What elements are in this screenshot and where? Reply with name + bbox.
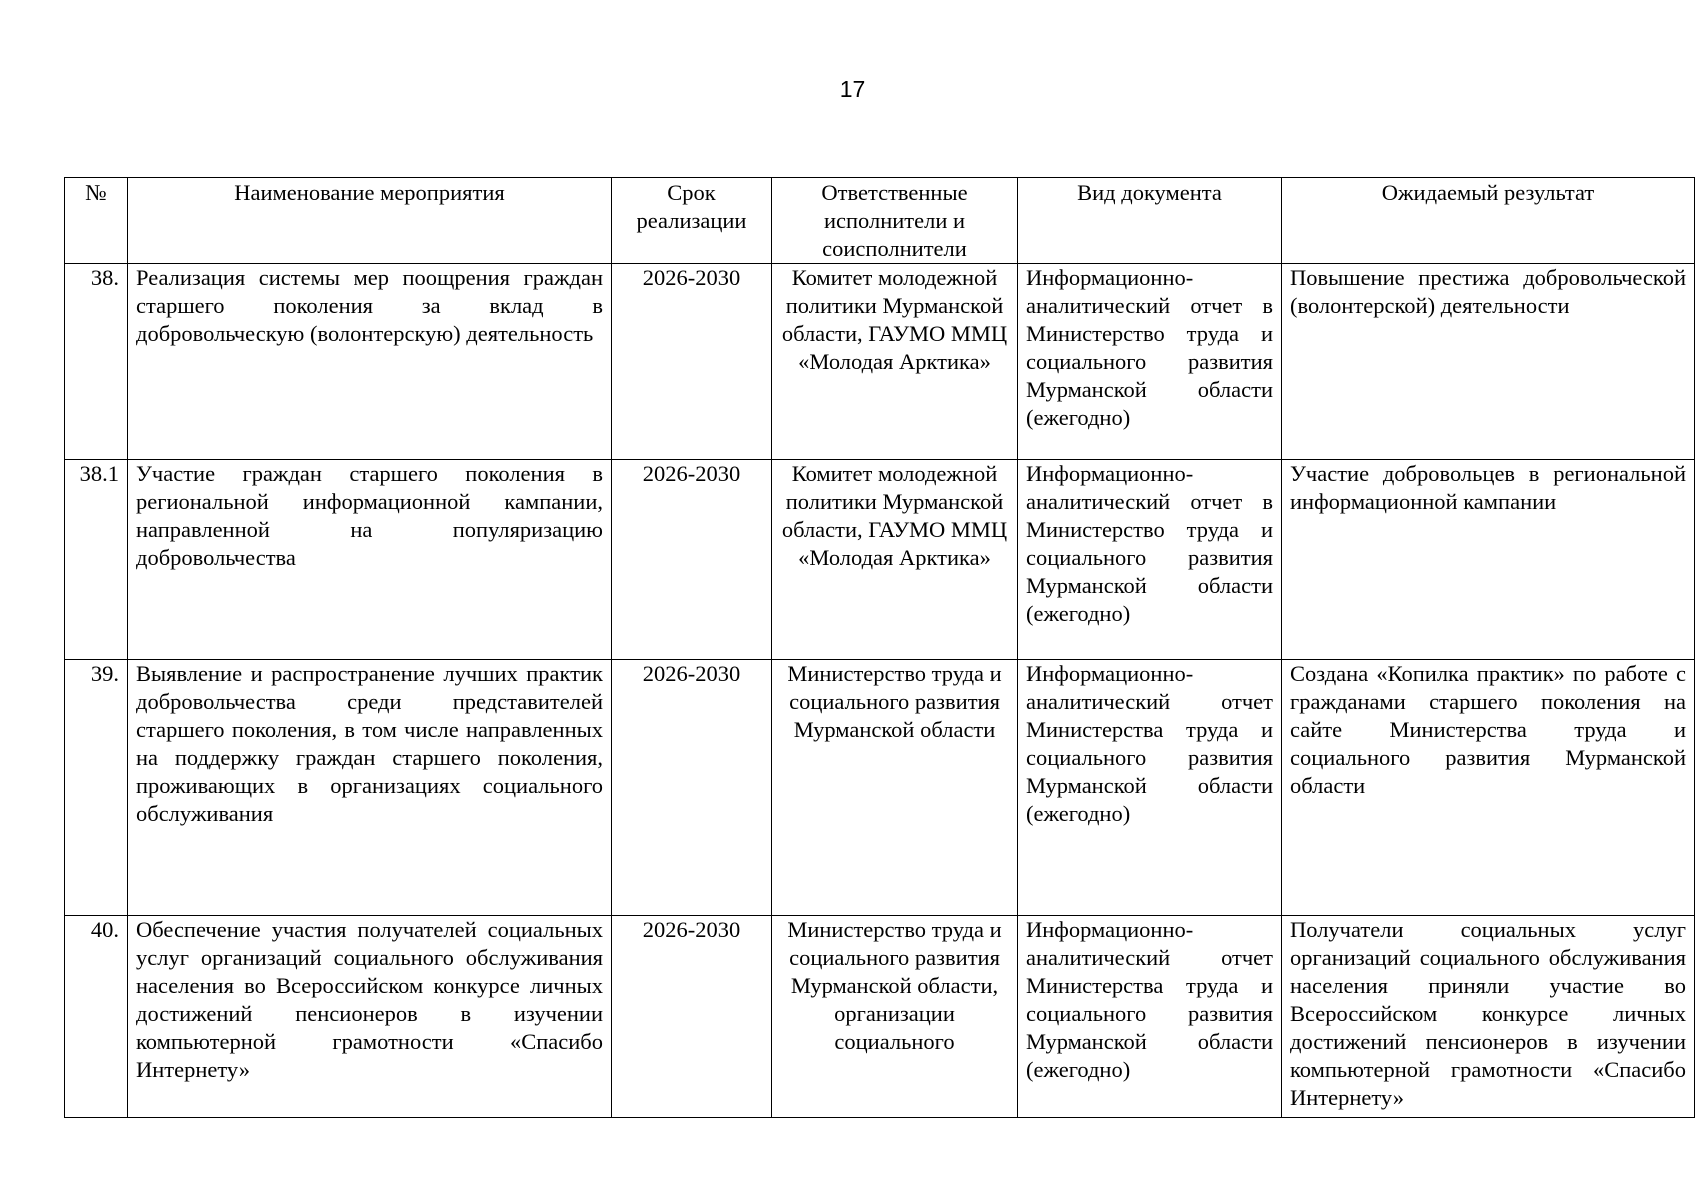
row-deadline: 2026-2030 [612,264,772,460]
row-num: 38. [65,264,128,460]
table-row [65,660,1695,916]
row-name: Выявление и распространение лучших практик добровольчества среди представителей старшего поколения, в том числе направленных на поддержку граждан старшего поколения, проживающих в организациях социального обслуживания [128,660,612,916]
header-name: Наименование мероприятия [128,178,612,264]
action-plan-table [64,177,1695,1118]
row-document: Информационно-аналитический отчет в Министерство труда и социального развития Мурманской области (ежегодно) [1018,460,1282,660]
table-row [65,460,1695,660]
row-num: 40. [65,916,128,1118]
row-responsible: Комитет молодежной политики Мурманской области, ГАУМО ММЦ «Молодая Арктика» [772,264,1018,460]
header-responsible: Ответственные исполнители и соисполнители [772,178,1018,264]
header-document: Вид документа [1018,178,1282,264]
row-result: Повышение престижа добровольческой (волонтерской) деятельности [1282,264,1695,460]
row-num: 38.1 [65,460,128,660]
row-name: Реализация системы мер поощрения граждан старшего поколения за вклад в добровольческую (волонтерскую) деятельность [128,264,612,460]
table-row [65,264,1695,460]
header-deadline: Срок реализации [612,178,772,264]
page-number: 17 [839,76,866,102]
row-result: Получатели социальных услуг организаций социального обслуживания населения приняли участие во Всероссийском конкурсе личных достижений пенсионеров в изучении компьютерной грамотности «Спасибо Интернету» [1282,916,1695,1118]
row-responsible: Комитет молодежной политики Мурманской области, ГАУМО ММЦ «Молодая Арктика» [772,460,1018,660]
row-result: Участие добровольцев в региональной информационной кампании [1282,460,1695,660]
row-deadline: 2026-2030 [612,660,772,916]
header-num: № [65,178,128,264]
row-document: Информационно-аналитический отчет в Министерство труда и социального развития Мурманской области (ежегодно) [1018,264,1282,460]
row-name: Участие граждан старшего поколения в региональной информационной кампании, направленной на популяризацию добровольчества [128,460,612,660]
row-num: 39. [65,660,128,916]
row-responsible: Министерство труда и социального развития Мурманской области, организации социального [772,916,1018,1118]
table-row [65,916,1695,1118]
row-deadline: 2026-2030 [612,460,772,660]
row-result: Создана «Копилка практик» по работе с гражданами старшего поколения на сайте Министерства труда и социального развития Мурманской области [1282,660,1695,916]
row-document: Информационно-аналитический отчет Министерства труда и социального развития Мурманской области (ежегодно) [1018,660,1282,916]
row-responsible: Министерство труда и социального развития Мурманской области [772,660,1018,916]
table-header-row [65,178,1695,264]
row-document: Информационно-аналитический отчет Министерства труда и социального развития Мурманской области (ежегодно) [1018,916,1282,1118]
row-deadline: 2026-2030 [612,916,772,1118]
row-name: Обеспечение участия получателей социальных услуг организаций социального обслуживания населения во Всероссийском конкурсе личных достижений пенсионеров в изучении компьютерной грамотности «Спасибо Интернету» [128,916,612,1118]
header-result: Ожидаемый результат [1282,178,1695,264]
